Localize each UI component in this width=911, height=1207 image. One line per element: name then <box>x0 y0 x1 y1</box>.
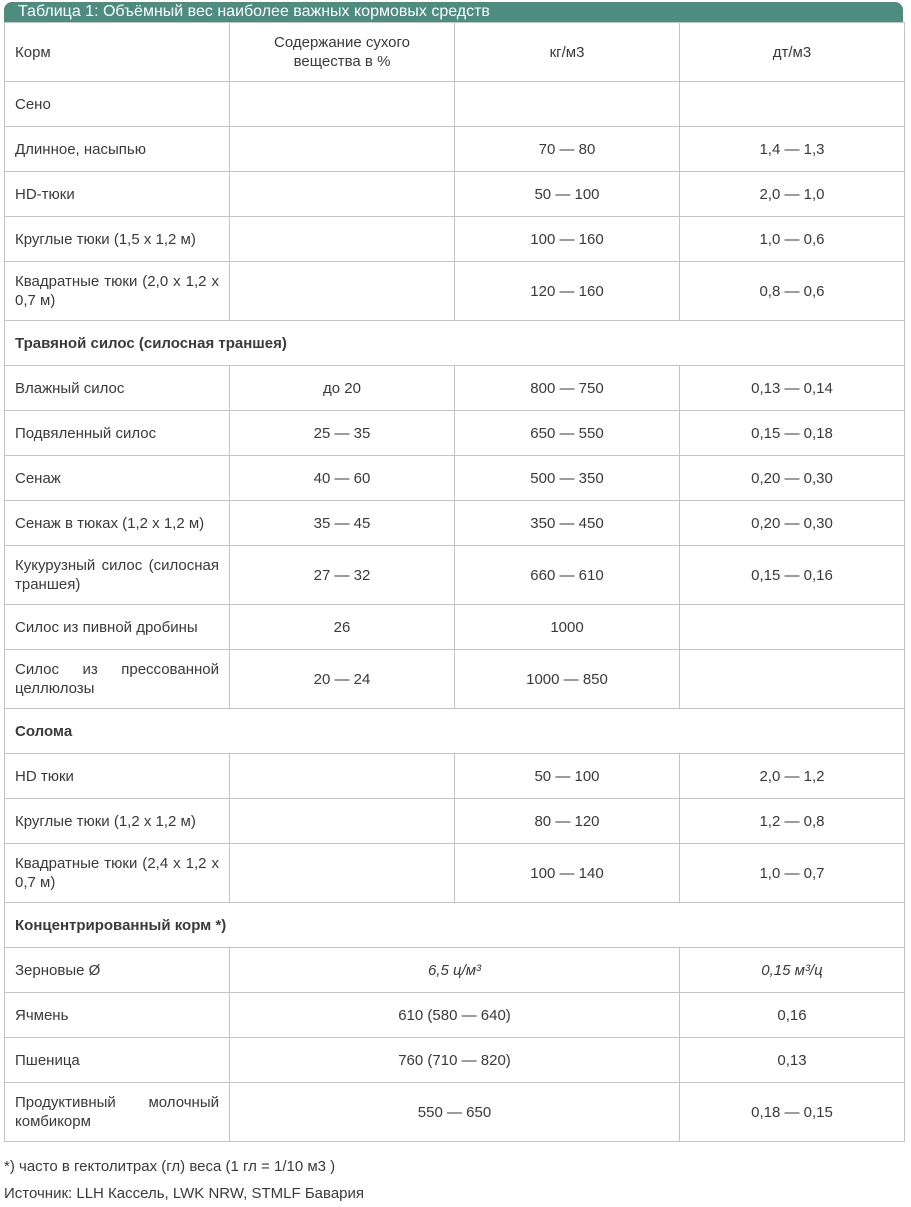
dry-matter-cell <box>230 217 455 262</box>
weight-merged-cell: 550 — 650 <box>230 1083 680 1142</box>
dt-m3-cell: 1,2 — 0,8 <box>680 799 905 844</box>
dry-matter-cell: 27 — 32 <box>230 546 455 605</box>
dt-m3-cell: 0,8 — 0,6 <box>680 262 905 321</box>
dt-m3-cell: 2,0 — 1,0 <box>680 172 905 217</box>
feed-name: HD-тюки <box>5 172 230 217</box>
table-row <box>5 993 905 1038</box>
dt-m3-cell: 0,20 — 0,30 <box>680 501 905 546</box>
table-row <box>5 456 905 501</box>
table-caption: Таблица 1: Объёмный вес наиболее важных кормовых средств <box>4 2 903 22</box>
feed-name: Квадратные тюки (2,4 х 1,2 х 0,7 м) <box>5 844 230 903</box>
kg-m3-cell: 500 — 350 <box>455 456 680 501</box>
section-title: Травяной силос (силосная траншея) <box>5 321 905 366</box>
table-row <box>5 366 905 411</box>
section-title: Сено <box>5 82 230 127</box>
dry-matter-cell <box>230 799 455 844</box>
section-title: Солома <box>5 709 905 754</box>
feed-name: Кукурузный силос (силосная траншея) <box>5 546 230 605</box>
header-kg-m3: кг/м3 <box>455 23 680 82</box>
kg-m3-cell: 660 — 610 <box>455 546 680 605</box>
kg-m3-cell: 800 — 750 <box>455 366 680 411</box>
dry-matter-cell: до 20 <box>230 366 455 411</box>
feed-name: Круглые тюки (1,5 х 1,2 м) <box>5 217 230 262</box>
table-row <box>5 1083 905 1142</box>
dt-m3-cell: 0,15 м³/ц <box>680 948 905 993</box>
dry-matter-cell <box>230 754 455 799</box>
header-dt-m3: дт/м3 <box>680 23 905 82</box>
dt-m3-cell: 1,0 — 0,6 <box>680 217 905 262</box>
feed-name: HD тюки <box>5 754 230 799</box>
dry-matter-cell: 25 — 35 <box>230 411 455 456</box>
kg-m3-cell: 120 — 160 <box>455 262 680 321</box>
weight-merged-cell: 6,5 ц/м³ <box>230 948 680 993</box>
section-title: Концентрированный корм *) <box>5 903 905 948</box>
kg-m3-cell: 50 — 100 <box>455 172 680 217</box>
table-row <box>5 948 905 993</box>
feed-name: Влажный силос <box>5 366 230 411</box>
table-row <box>5 799 905 844</box>
table-row <box>5 172 905 217</box>
feed-name: Продуктивный молочный комбикорм <box>5 1083 230 1142</box>
header-dry-matter: Содержание сухого вещества в % <box>230 23 455 82</box>
kg-m3-cell: 70 — 80 <box>455 127 680 172</box>
feed-name: Сенаж в тюках (1,2 х 1,2 м) <box>5 501 230 546</box>
dt-m3-cell: 0,15 — 0,18 <box>680 411 905 456</box>
dt-m3-cell <box>680 650 905 709</box>
feed-name: Длинное, насыпью <box>5 127 230 172</box>
dt-m3-cell: 0,18 — 0,15 <box>680 1083 905 1142</box>
kg-m3-cell: 80 — 120 <box>455 799 680 844</box>
table-row <box>5 650 905 709</box>
feed-name: Силос из прессованной целлюлозы <box>5 650 230 709</box>
kg-m3-cell: 50 — 100 <box>455 754 680 799</box>
feed-weight-table <box>4 22 905 1142</box>
table-row <box>5 411 905 456</box>
dt-m3-cell: 0,15 — 0,16 <box>680 546 905 605</box>
dt-m3-cell: 1,4 — 1,3 <box>680 127 905 172</box>
feed-name: Силос из пивной дробины <box>5 605 230 650</box>
table-row <box>5 546 905 605</box>
weight-merged-cell: 760 (710 — 820) <box>230 1038 680 1083</box>
kg-m3-cell: 100 — 140 <box>455 844 680 903</box>
section-row-straw <box>5 709 905 754</box>
table-row <box>5 605 905 650</box>
kg-m3-cell: 1000 — 850 <box>455 650 680 709</box>
table-row <box>5 262 905 321</box>
source-note: Источник: LLH Кассель, LWK NRW, STMLF Бавария <box>4 1185 365 1202</box>
feed-name: Зерновые Ø <box>5 948 230 993</box>
section-row-concentrate <box>5 903 905 948</box>
dt-m3-cell: 0,16 <box>680 993 905 1038</box>
kg-m3-cell: 650 — 550 <box>455 411 680 456</box>
dt-m3-cell <box>680 605 905 650</box>
section-row-hay <box>5 82 905 127</box>
kg-m3-cell: 350 — 450 <box>455 501 680 546</box>
weight-merged-cell: 610 (580 — 640) <box>230 993 680 1038</box>
dt-m3-cell: 0,13 — 0,14 <box>680 366 905 411</box>
dt-m3-cell: 0,13 <box>680 1038 905 1083</box>
dry-matter-cell: 26 <box>230 605 455 650</box>
table-row <box>5 844 905 903</box>
feed-name: Квадратные тюки (2,0 х 1,2 х 0,7 м) <box>5 262 230 321</box>
footnote: *) часто в гектолитрах (гл) веса (1 гл = 1/10 м3 ) <box>4 1158 336 1175</box>
dt-m3-cell: 2,0 — 1,2 <box>680 754 905 799</box>
dt-m3-cell: 1,0 — 0,7 <box>680 844 905 903</box>
dry-matter-cell <box>230 127 455 172</box>
header-feed: Корм <box>5 23 230 82</box>
kg-m3-cell: 100 — 160 <box>455 217 680 262</box>
header-row <box>5 23 905 82</box>
dry-matter-cell: 20 — 24 <box>230 650 455 709</box>
feed-name: Ячмень <box>5 993 230 1038</box>
kg-m3-cell: 1000 <box>455 605 680 650</box>
dry-matter-cell: 40 — 60 <box>230 456 455 501</box>
feed-name: Подвяленный силос <box>5 411 230 456</box>
feed-name: Пшеница <box>5 1038 230 1083</box>
feed-name: Сенаж <box>5 456 230 501</box>
table-row <box>5 127 905 172</box>
table-row <box>5 501 905 546</box>
dry-matter-cell <box>230 262 455 321</box>
feed-name: Круглые тюки (1,2 х 1,2 м) <box>5 799 230 844</box>
table-row <box>5 217 905 262</box>
dry-matter-cell: 35 — 45 <box>230 501 455 546</box>
dry-matter-cell <box>230 172 455 217</box>
table-row <box>5 754 905 799</box>
dry-matter-cell <box>230 844 455 903</box>
dt-m3-cell: 0,20 — 0,30 <box>680 456 905 501</box>
section-row-silage <box>5 321 905 366</box>
table-row <box>5 1038 905 1083</box>
